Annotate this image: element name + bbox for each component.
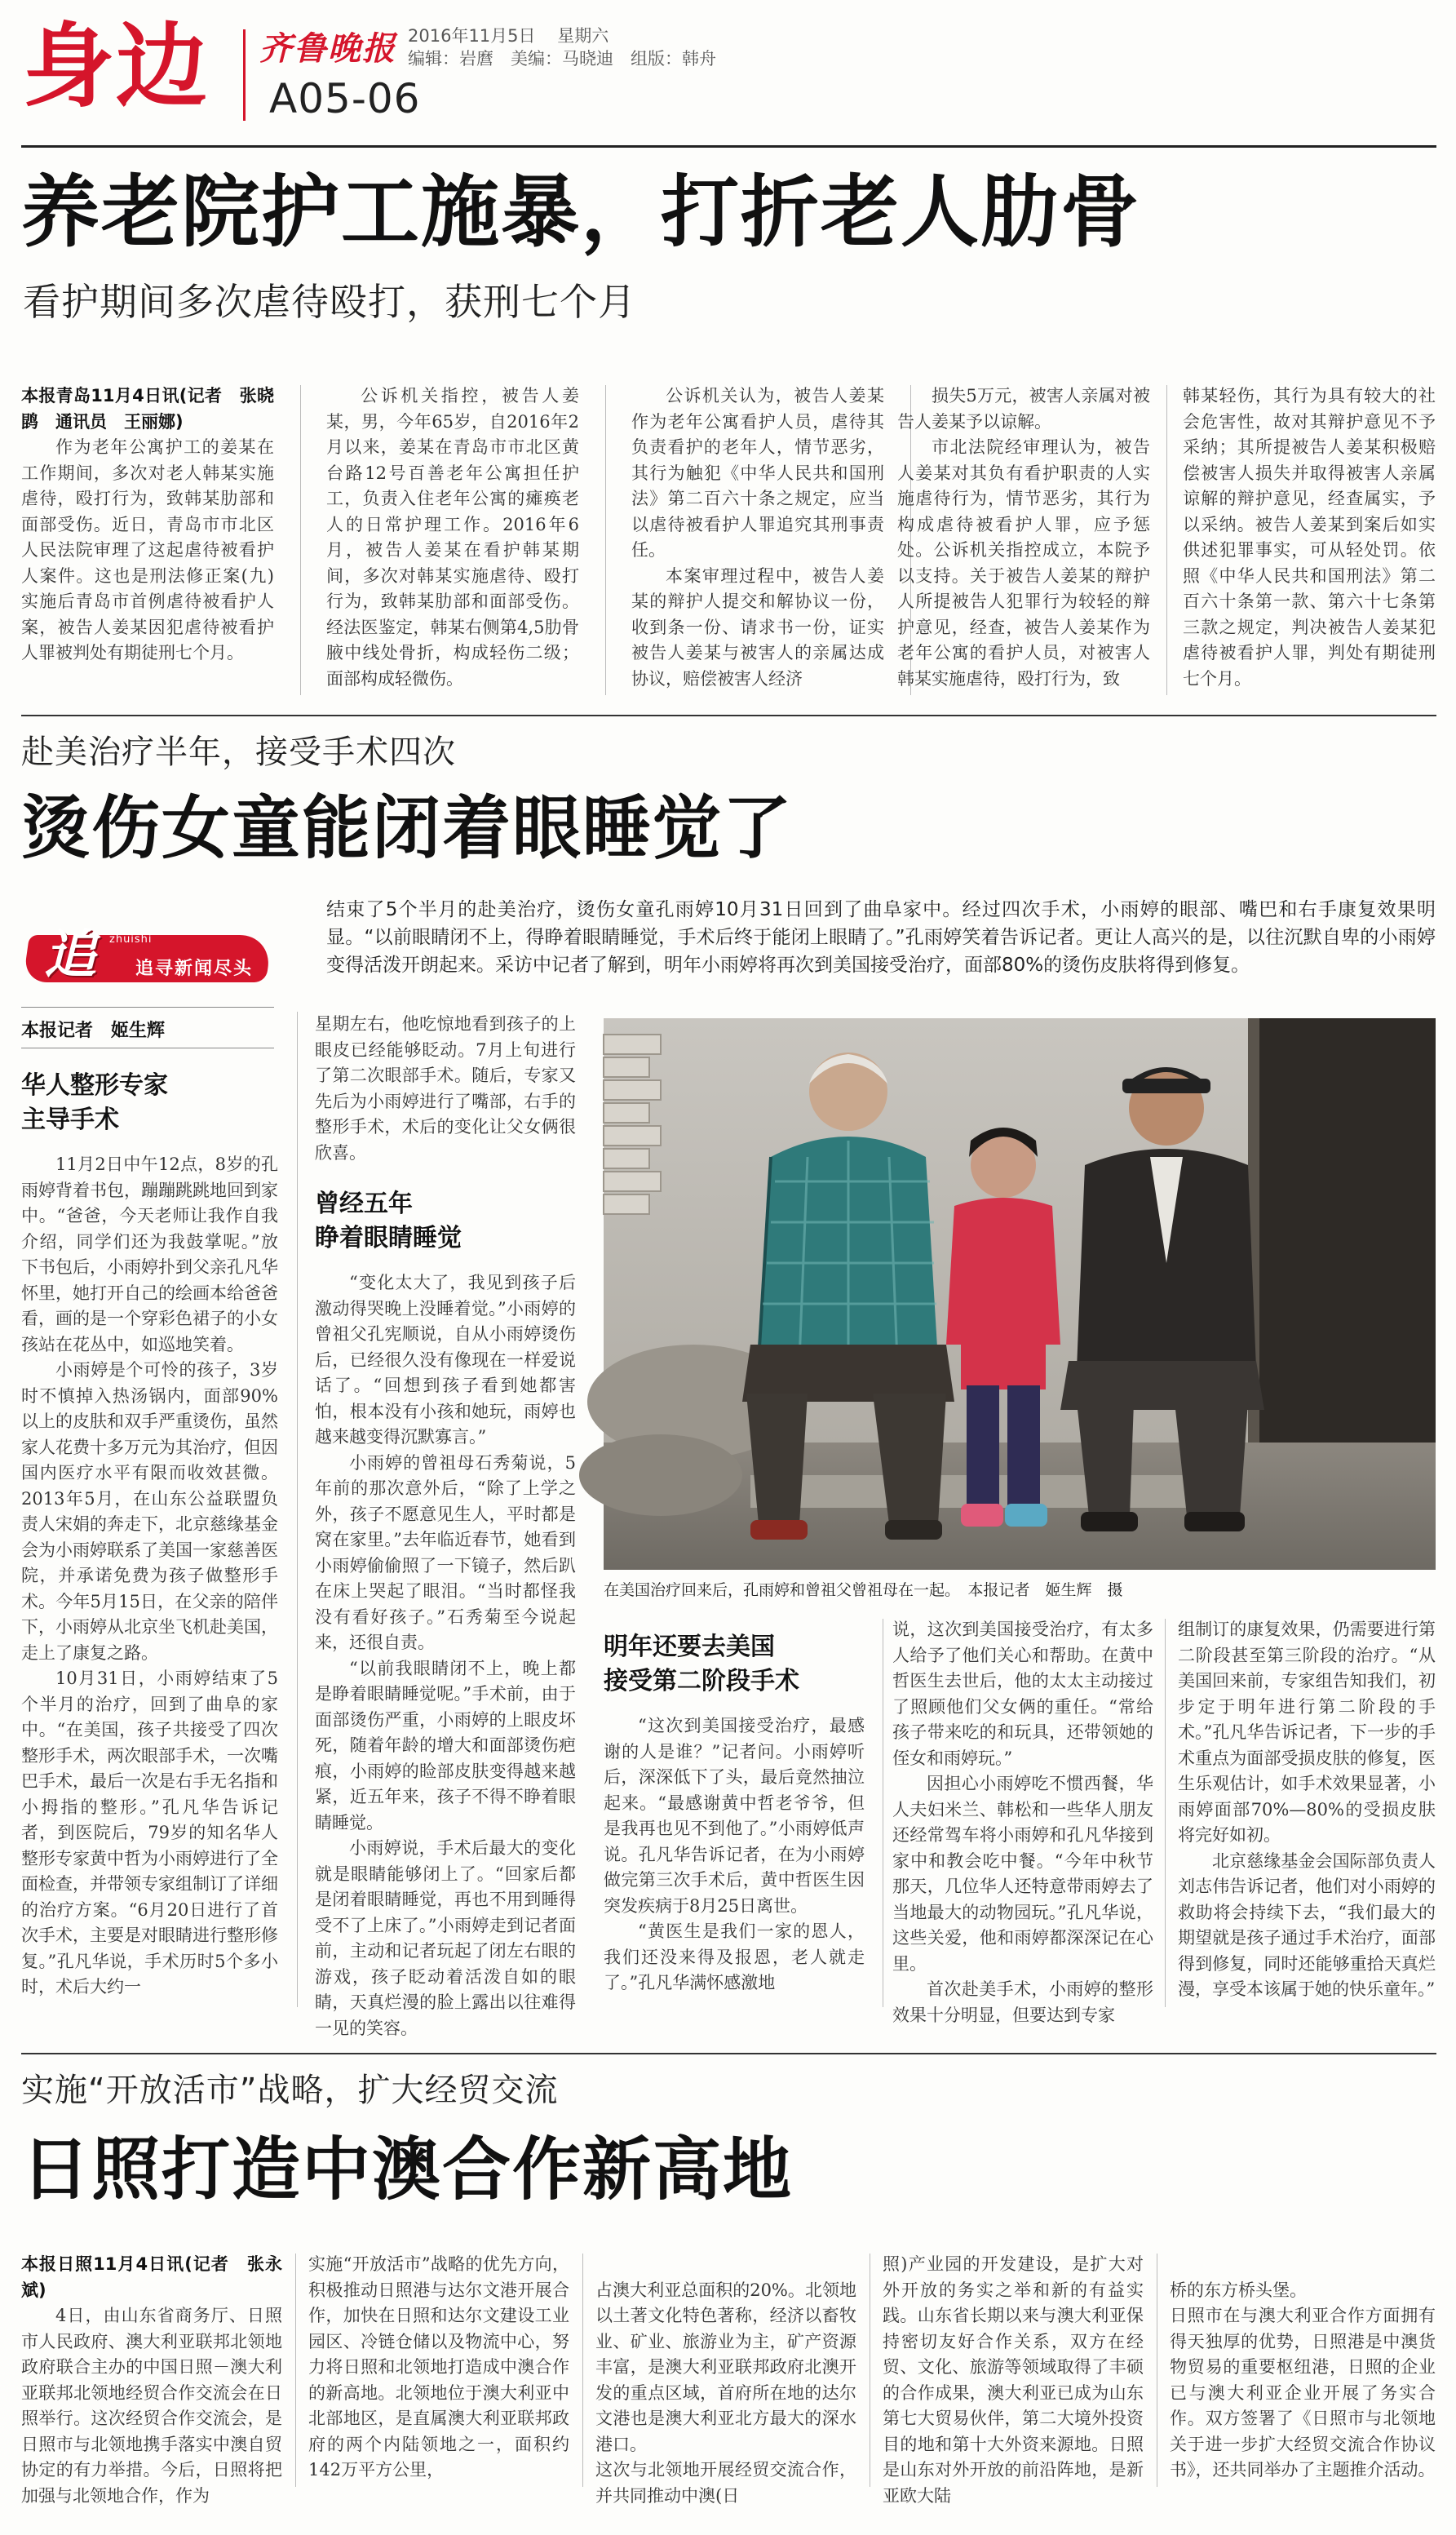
family-photo — [604, 1018, 1436, 1570]
article3-column-1 — [21, 2252, 282, 2506]
photo-caption: 在美国治疗回来后，孔雨婷和曾祖父曾祖母在一起。 本报记者 姬生辉 摄 — [604, 1581, 1123, 1599]
article1-paragraph: 公诉机关指控，被告人姜某，男，今年65岁，自2016年2月以来，姜某在青岛市市北区黄台路12号百善老年公寓担任护工，负责入住老年公寓的瘫痪老人的日常护理工作。2016年6月，被告人姜某在看护韩某期间，多次对韩某实施虐待、殴打行为，致韩某肋部和面部受伤。经法医鉴定，韩某右侧第4,5肋骨腋中线处骨折，构成轻伤二级；面部构成轻微伤。 — [326, 386, 579, 689]
article2-paragraph: 11月2日中午12点，8岁的孔雨婷背着书包，蹦蹦跳跳地回到家中。“爸爸，今天老师让我作自我介绍，同学们还为我鼓掌呢。”放下书包后，小雨婷扑到父亲孔凡华怀里，她打开自己的绘画本给爸爸看，画的是一个穿彩色裙子的小女孩站在花丛中，如巡地笑着。 — [21, 1154, 278, 1354]
article3-paragraph: 实施“开放活市”战略的优先方向，积极推动日照港与达尔文港开展合作，加快在日照和达尔文建设工业园区、冷链仓储以及物流中心，努力将日照和北领地打造成中澳合作的新高地。北领地位于澳大利亚中北部地区，是直属澳大利亚联邦政府的两个内陆领地之一，面积约142万平方公里， — [308, 2254, 569, 2480]
badge-text: 追寻新闻尽头 — [135, 959, 254, 979]
byline-rule — [21, 1007, 274, 1008]
column-divider — [605, 385, 606, 695]
section-heading-next-year: 明年还要去美国 接受第二阶段手术 — [604, 1633, 799, 1695]
section-heading-five-years: 曾经五年 睁着眼睛睡觉 — [315, 1190, 462, 1252]
section-name: 身边 — [23, 14, 209, 120]
section-heading-experts: 华人整形专家 主导手术 — [21, 1071, 168, 1134]
article1-column-3 — [631, 383, 884, 702]
article1-paragraph: 韩某轻伤，其行为具有较大的社会危害性，故对其辩护意见不予采纳；其所提被告人姜某积极赔偿被害人损失并取得被害人亲属谅解的辩护意见，经查属实，予以采纳。被告人姜某到案后如实供述犯罪事实，可从轻处罚。依照《中华人民共和国刑法》第二百六十条第一款、第六十七条第三款之规定，判决被告人姜某犯虐待被看护人罪，判处有期徒刑七个月。 — [1183, 386, 1436, 689]
article3-byline: 本报日照11月4日讯(记者 张永斌) — [21, 2254, 282, 2300]
badge-character: 追 — [44, 924, 96, 986]
article2-kicker: 赴美治疗半年，接受手术四次 — [21, 733, 456, 771]
article2-paragraph: 10月31日，小雨婷结束了5个半月的治疗，回到了曲阜的家中。“在美国，孩子共接受了四次整形手术，两次眼部手术，一次嘴巴手术，最后一次是右手无名指和小拇指的整形。”孔凡华告诉记者，到医院后，79岁的知名华人整形专家黄中哲为小雨婷进行了全面检查，并带领专家组制订了详细的治疗方案。“6月20日进行了首次手术，主要是对眼睛进行整形修复。”孔凡华说，手术历时5个多小时，术后大约一 — [21, 1669, 278, 1997]
article2-column-4 — [892, 1617, 1153, 2025]
column-divider — [1166, 385, 1167, 695]
article2-column-2 — [315, 1012, 576, 2038]
article2-column-5 — [1178, 1617, 1436, 2009]
article3-column-3 — [595, 2252, 856, 2506]
article3-column-5 — [1170, 2252, 1436, 2488]
article1-paragraph: 公诉机关认为，被告人姜某作为老年公寓看护人员，虐待其负责看护的老年人，情节恶劣，其行为触犯《中华人民共和国刑法》第二百六十条之规定，应当以虐待被看护人罪追究其刑事责任。 — [631, 386, 884, 560]
masthead-divider — [243, 29, 246, 121]
article2-byline: 本报记者 姬生辉 — [21, 1021, 166, 1041]
column-divider — [1165, 1619, 1166, 2007]
masthead-rule — [21, 145, 1436, 148]
article2-paragraph: “以前我眼睛闭不上，晚上都是睁着眼睛睡觉呢。”手术前，由于面部烫伤严重，小雨婷的上眼皮坏死，随着年龄的增大和面部烫伤疤痕，小雨婷的睑部皮肤变得越来越紧，近五年来，孩子不得不睁着眼睛睡觉。 — [315, 1658, 576, 1833]
article2-paragraph: 北京慈缘基金会国际部负责人刘志伟告诉记者，他们对小雨婷的救助将会持续下去，“我们最大的期望就是孩子通过手术治疗，面部得到修复，同时还能够重拾天真烂漫，享受本该属于她的快乐童年。” — [1178, 1850, 1436, 1999]
article1-paragraph: 损失5万元，被害人亲属对被告人姜某予以谅解。 — [897, 386, 1150, 432]
article2-paragraph: 组制订的康复效果，仍需要进行第二阶段甚至第三阶段的治疗。“从美国回来前，专家组告知我们，初步定于明年进行第二阶段的手术。”孔凡华告诉记者，下一步的手术重点为面部受损皮肤的修复，医生乐观估计，如手术效果显著，小雨婷面部70%—80%的受损皮肤将完好如初。 — [1178, 1620, 1436, 1845]
article1-subheadline: 看护期间多次虐待殴打，获刑七个月 — [23, 280, 636, 324]
article1-byline: 本报青岛11月4日讯(记者 张晓鹍 通讯员 王丽娜) — [21, 386, 274, 432]
family-photo-illustration — [604, 1018, 1436, 1570]
article2-column-1 — [21, 1064, 278, 2010]
article2-paragraph: 小雨婷的曾祖母石秀菊说，5年前的那次意外后，“除了上学之外，孩子不愿意见生人，平时都是窝在家里。”去年临近春节，她看到小雨婷偷偷照了一下镜子，然后趴在床上哭起了眼泪。“当时都怪我没有看好孩子。”石秀菊至今说起来，还很自责。 — [315, 1452, 576, 1652]
article1-headline: 养老院护工施暴，打折老人肋骨 — [21, 166, 1140, 258]
article2-paragraph: 说，这次到美国接受治疗，有太多人给予了他们关心和帮助。在黄中哲医生去世后，他的太太主动接过了照顾他们父女俩的重任。“常给孩子带来吃的和玩具，还带领她的侄女和雨婷玩。” — [892, 1620, 1153, 1768]
article3-paragraph: 占澳大利亚总面积的20%。北领地以土著文化特色著称，经济以畜牧业、矿业、旅游业为主，矿产资源丰富，是澳大利亚联邦政府北澳开发的重点区域，首府所在地的达尔文港也是澳大利亚北方最大的深水港口。 这次与北领地开展经贸交流合作，并共同推动中澳(日 — [595, 2280, 856, 2506]
article1-column-5 — [1183, 383, 1436, 702]
masthead — [0, 0, 1456, 143]
article3-column-4 — [883, 2252, 1144, 2506]
issue-date: 2016年11月5日 — [408, 26, 536, 46]
article2-paragraph: 首次赴美手术，小雨婷的整形效果十分明显，但要达到专家 — [892, 1979, 1153, 2025]
article2-paragraph: 小雨婷说，手术后最大的变化就是眼睛能够闭上了。“回家后都是闭着眼睛睡觉，再也不用到睡得受不了上床了。”小雨婷走到记者面前，主动和记者玩起了闭左右眼的游戏，孩子眨动着活泼自如的眼睛，天真烂漫的脸上露出以往难得一见的笑容。 — [315, 1838, 576, 2038]
article1-paragraph: 本案审理过程中，被告人姜某的辩护人提交和解协议一份，收到条一份、请求书一份，证实被告人姜某与被害人的亲属达成协议，赔偿被害人经济 — [631, 565, 884, 689]
zhuishi-column-badge — [21, 920, 272, 1010]
badge-pinyin: zhuishi — [109, 933, 153, 946]
article1-paragraph: 作为老年公寓护工的姜某在工作期间，多次对老人韩某实施虐待，殴打行为，致韩某肋部和面部受伤。近日，青岛市市北区人民法院审理了这起虐待被看护人案件。这也是刑法修正案(九)实施后青岛市首例虐待被看护人案，被告人姜某因犯虐待被看护人罪被判处有期徒刑七个月。 — [21, 437, 274, 663]
article3-paragraph: 桥的东方桥头堡。 日照市在与澳大利亚合作方面拥有得天独厚的优势，日照港是中澳货物贸易的重要枢纽港，日照的企业已与澳大利亚企业开展了务实合作。双方签署了《日照市与北领地关于进一步扩大经贸交流合作协议书》，还共同举办了主题推介活动。 — [1170, 2280, 1436, 2480]
article3-headline: 日照打造中澳合作新高地 — [21, 2129, 794, 2209]
column-divider — [295, 2254, 296, 2487]
column-divider — [300, 385, 301, 695]
article3-paragraph: 4日，由山东省商务厅、日照市人民政府、澳大利亚联邦北领地政府联合主办的中国日照－澳大利亚联邦北领地经贸合作交流会在日照举行。这次经贸合作交流会，是日照市与北领地携手落实中澳自贸协定的有力举措。今后，日照将把加强与北领地合作，作为 — [21, 2306, 282, 2506]
article3-paragraph: 照)产业园的开发建设，是扩大对外开放的务实之举和新的有益实践。山东省长期以来与澳大利亚保持密切友好合作关系，双方在经贸、文化、旅游等领域取得了丰硕的合作成果，澳大利亚已成为山东第七大贸易伙伴，第二大境外投资目的地和第十大外资来源地。日照是山东对外开放的前沿阵地，是新亚欧大陆 — [883, 2254, 1144, 2506]
column-divider — [297, 1012, 298, 2007]
article2-headline: 烫伤女童能闭着眼睡觉了 — [21, 788, 794, 868]
article2-paragraph: “变化太大了，我见到孩子后激动得哭晚上没睡着觉。”小雨婷的曾祖父孔宪顺说，自从小雨婷烫伤后，已经很久没有像现在一样爱说话了。“回想到孩子看到她都害怕，根本没有小孩和她玩，雨婷也越来越变得沉默寡言。” — [315, 1273, 576, 1447]
issue-date-line — [408, 23, 609, 47]
article1-column-4 — [897, 383, 1150, 702]
article2-column-3 — [604, 1617, 865, 2009]
page-number: A05-06 — [269, 75, 421, 122]
article2-paragraph: 因担心小雨婷吃不惯西餐，华人夫妇米兰、韩松和一些华人朋友还经常驾车将小雨婷和孔凡华接到家中和教会吃中餐。“今年中秋节那天，几位华人还特意带雨婷去了当地最大的动物园玩。”孔凡华说，这些关爱，他和雨婷都深深记在心里。 — [892, 1774, 1153, 1974]
article2-paragraph: “黄医生是我们一家的恩人，我们还没来得及报恩，老人就走了。”孔凡华满怀感激地 — [604, 1921, 865, 1992]
article3-column-2 — [308, 2252, 569, 2488]
article2-paragraph: 小雨婷是个可怜的孩子，3岁时不慎掉入热汤锅内，面部90%以上的皮肤和双手严重烫伤，虽然家人花费十多万元为其治疗，但因国内医疗水平有限而收效甚微。2013年5月，在山东公益联盟负责人宋娟的奔走下，北京慈缘基金会为小雨婷联系了美国一家慈善医院，并承诺免费为孩子做整形手术。今年5月15日，在父亲的陪伴下，小雨婷从北京坐飞机赴美国，走上了康复之路。 — [21, 1360, 278, 1663]
newspaper-logo: 齐鲁晚报 — [259, 29, 396, 68]
article-separator — [21, 2053, 1436, 2054]
article2-lead: 结束了5个半月的赴美治疗，烫伤女童孔雨婷10月31日回到了曲阜家中。经过四次手术，小雨婷的眼部、嘴巴和右手康复效果明显。“以前眼睛闭不上，得睁着眼睛睡觉，手术后终于能闭上眼睛了。”孔雨婷笑着告诉记者。更让人高兴的是，以往沉默自卑的小雨婷变得活泼开朗起来。采访中记者了解到，明年小雨婷将再次到美国接受治疗，面部80%的烫伤皮肤将得到修复。 — [326, 899, 1436, 976]
article2-paragraph: 星期左右，他吃惊地看到孩子的上眼皮已经能够眨动。7月上旬进行了第二次眼部手术。随后，专家又先后为小雨婷进行了嘴部，右手的整形手术，术后的变化让父女俩很欣喜。 — [315, 1014, 576, 1163]
article1-column-2 — [326, 383, 579, 702]
editors-line: 编辑：岩麿 美编：马晓迪 组版：韩舟 — [408, 49, 716, 69]
article1-paragraph: 市北法院经审理认为，被告人姜某对其负有看护职责的人实施虐待行为，情节恶劣，其行为构成虐待被看护人罪，应予惩处。公诉机关指控成立，本院予以支持。关于被告人姜某的辩护人所提被告人犯罪行为较轻的辩护意见，经查，被告人姜某作为老年公寓的看护人员，对被害人韩某实施虐待，殴打行为，致 — [897, 437, 1150, 689]
issue-weekday: 星期六 — [557, 26, 609, 46]
article-separator — [21, 715, 1436, 716]
article3-kicker: 实施“开放活市”战略，扩大经贸交流 — [21, 2072, 559, 2109]
article2-paragraph: “这次到美国接受治疗，最感谢的人是谁？”记者问。小雨婷听后，深深低下了头，最后竟然抽泣起来。“最感谢黄中哲老爷爷，但是我再也见不到他了。”小雨婷低声说。孔凡华告诉记者，在为小雨婷做完第三次手术后，黄中哲医生因突发疾病于8月25日离世。 — [604, 1716, 865, 1916]
column-divider — [582, 2254, 583, 2487]
article1-column-1 — [21, 383, 274, 702]
